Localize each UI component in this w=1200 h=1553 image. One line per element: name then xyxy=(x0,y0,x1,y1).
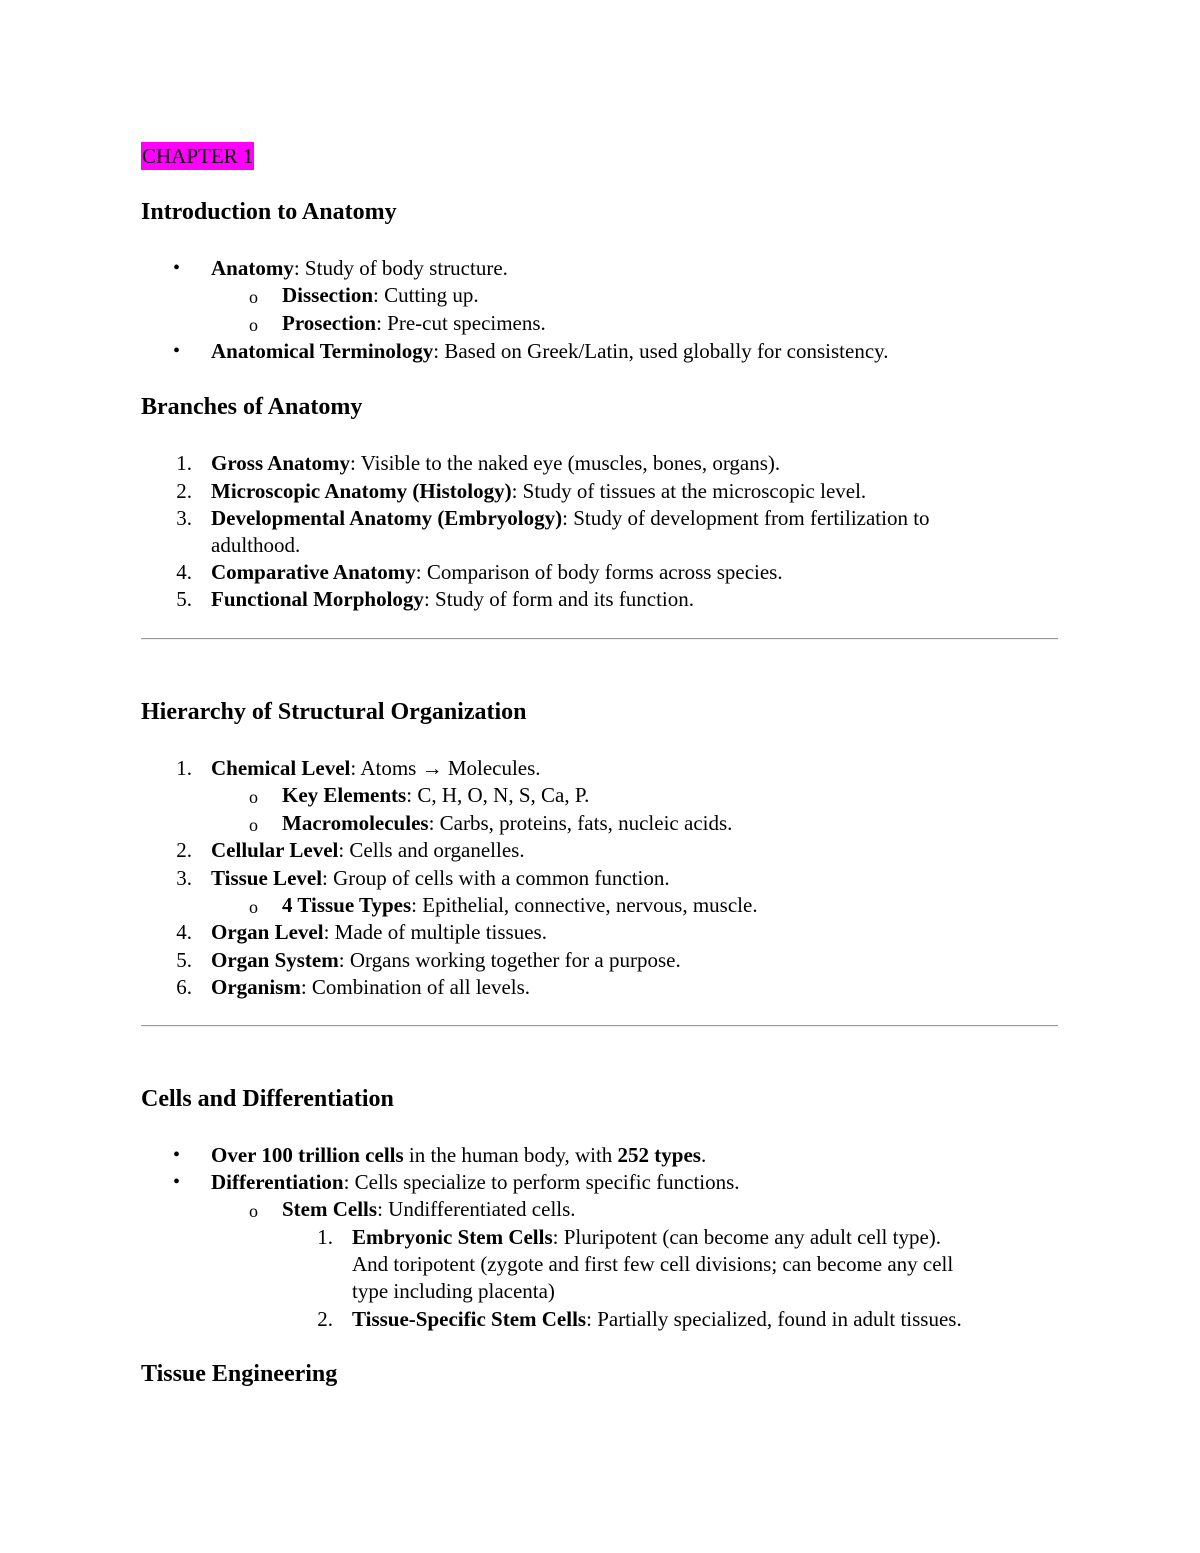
list-item: Macromolecules: Carbs, proteins, fats, nucleic acids. xyxy=(282,811,733,835)
sub-bullet-marker: o xyxy=(249,897,258,917)
chapter-label: CHAPTER 1 xyxy=(142,144,254,168)
heading-tissue-engineering: Tissue Engineering xyxy=(141,1361,338,1387)
list-item: Differentiation: Cells specialize to perform specific functions. xyxy=(211,1170,740,1194)
sub-bullet-marker: o xyxy=(249,315,258,335)
sub-bullet-marker: o xyxy=(249,815,258,835)
list-number: 6. xyxy=(176,975,192,999)
list-number: 1. xyxy=(176,451,192,475)
list-item: Developmental Anatomy (Embryology): Study of development from fertilization to xyxy=(211,506,930,530)
list-item: Comparative Anatomy: Comparison of body forms across species. xyxy=(211,560,783,584)
horizontal-rule xyxy=(141,1025,1058,1027)
list-number: 4. xyxy=(176,560,192,584)
sub-bullet-marker: o xyxy=(249,787,258,807)
sub-bullet-marker: o xyxy=(249,1201,258,1221)
list-item: Organism: Combination of all levels. xyxy=(211,975,531,999)
list-item: Key Elements: C, H, O, N, S, Ca, P. xyxy=(282,783,590,807)
list-number: 5. xyxy=(176,587,192,611)
list-number: 5. xyxy=(176,948,192,972)
list-item: Embryonic Stem Cells: Pluripotent (can become any adult cell type). xyxy=(352,1225,942,1249)
bullet-marker: • xyxy=(173,257,181,279)
sub-bullet-marker: o xyxy=(249,287,258,307)
list-number: 4. xyxy=(176,920,192,944)
bullet-marker: • xyxy=(173,340,181,362)
list-item: Dissection: Cutting up. xyxy=(282,283,479,307)
list-item: Anatomy: Study of body structure. xyxy=(211,256,508,280)
list-item: Anatomical Terminology: Based on Greek/Latin, used globally for consistency. xyxy=(211,339,889,363)
list-item: Tissue Level: Group of cells with a common function. xyxy=(211,866,670,890)
heading-branches: Branches of Anatomy xyxy=(141,394,363,420)
list-item: Organ Level: Made of multiple tissues. xyxy=(211,920,547,944)
heading-cells: Cells and Differentiation xyxy=(141,1086,394,1112)
list-item: Gross Anatomy: Visible to the naked eye (muscles, bones, organs). xyxy=(211,451,781,475)
list-item: Over 100 trillion cells in the human body, with 252 types. xyxy=(211,1143,707,1167)
heading-hierarchy: Hierarchy of Structural Organization xyxy=(141,699,527,725)
horizontal-rule xyxy=(141,638,1058,640)
bullet-marker: • xyxy=(173,1171,181,1193)
list-item: Microscopic Anatomy (Histology): Study of tissues at the microscopic level. xyxy=(211,479,867,503)
list-item: Prosection: Pre-cut specimens. xyxy=(282,311,546,335)
list-item: Chemical Level: Atoms → Molecules. xyxy=(211,756,541,780)
list-item: Organ System: Organs working together for a purpose. xyxy=(211,948,681,972)
list-item: Cellular Level: Cells and organelles. xyxy=(211,838,525,862)
list-item-continuation: type including placenta) xyxy=(352,1279,555,1303)
list-number: 1. xyxy=(176,756,192,780)
list-number: 2. xyxy=(176,838,192,862)
list-number: 1. xyxy=(317,1225,333,1249)
list-number: 3. xyxy=(176,866,192,890)
list-item: Stem Cells: Undifferentiated cells. xyxy=(282,1197,576,1221)
list-item-continuation: And toripotent (zygote and first few cell divisions; can become any cell xyxy=(352,1252,954,1276)
list-item-continuation: adulthood. xyxy=(211,533,301,557)
list-number: 2. xyxy=(317,1307,333,1331)
list-item: Functional Morphology: Study of form and its function. xyxy=(211,587,694,611)
list-item: Tissue-Specific Stem Cells: Partially specialized, found in adult tissues. xyxy=(352,1307,962,1331)
heading-introduction: Introduction to Anatomy xyxy=(141,199,397,225)
list-number: 2. xyxy=(176,479,192,503)
list-item: 4 Tissue Types: Epithelial, connective, nervous, muscle. xyxy=(282,893,758,917)
list-number: 3. xyxy=(176,506,192,530)
bullet-marker: • xyxy=(173,1144,181,1166)
